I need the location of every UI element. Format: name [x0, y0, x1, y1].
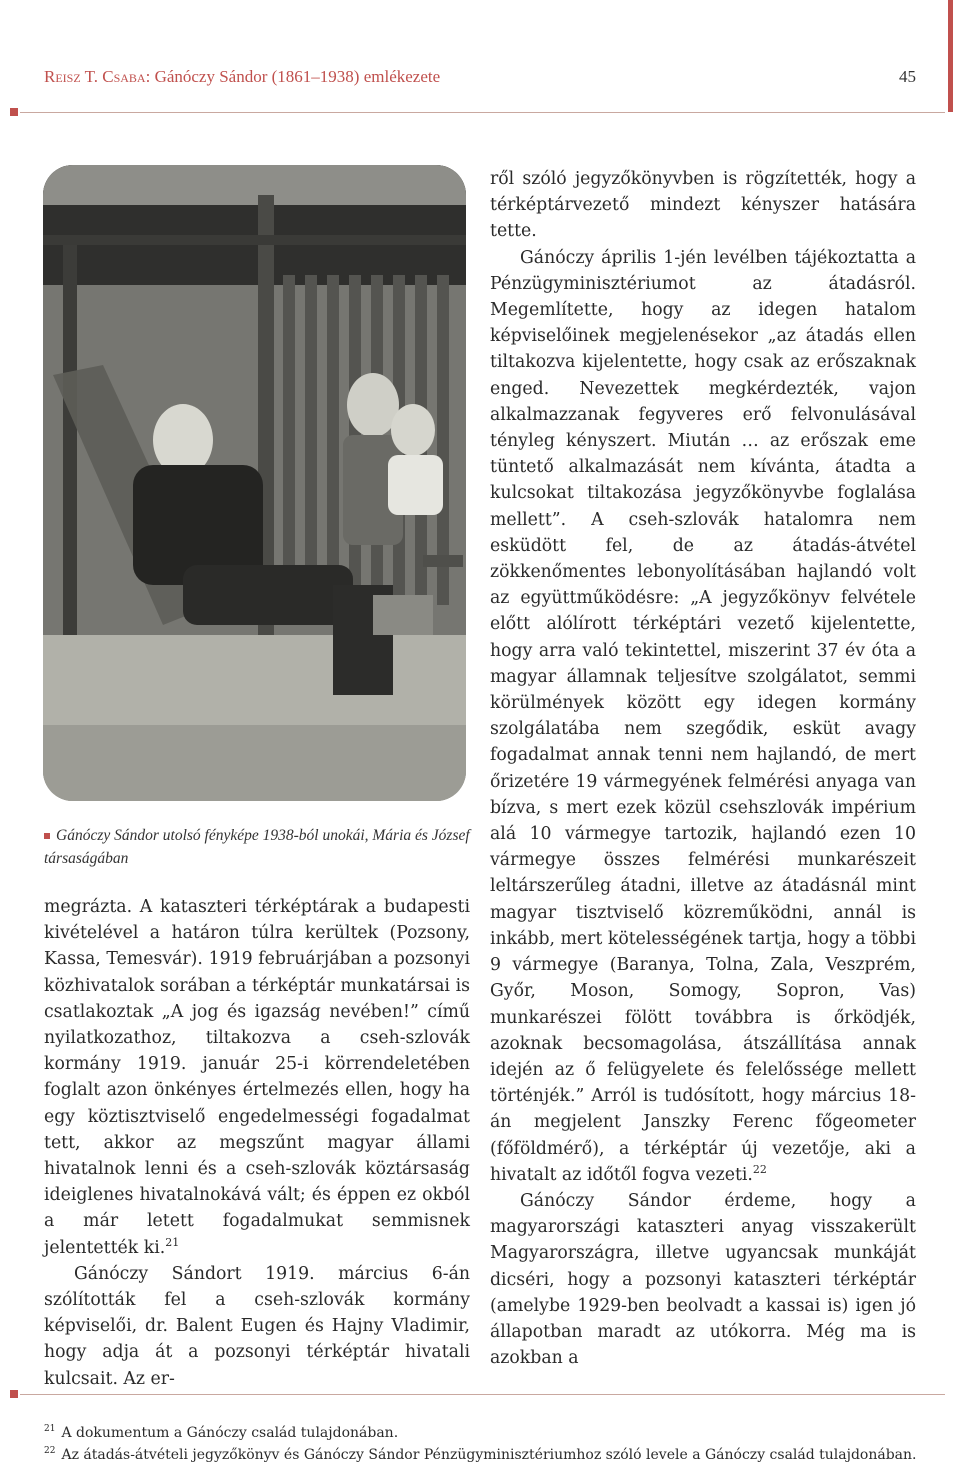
left-column — [44, 894, 470, 1392]
corner-bar-top — [948, 0, 953, 112]
footnote-22 — [44, 1444, 924, 1466]
right-paragraph-2 — [490, 245, 916, 1188]
footnote-number: 21 — [44, 1424, 56, 1435]
header-rule — [20, 112, 945, 113]
right-paragraph-1: ről szóló jegyzőkönyvben is rögzítették, hogy a térképtárvezető mindezt kényszer hatására tette. — [490, 169, 916, 242]
left-paragraph-2: Gánóczy Sándort 1919. március 6-án szólították fel a cseh-szlovák kormány képviselői, dr. Balent Eugen és Hajny Vladimir, hogy adja át a pozsonyi térképtár hivatali kulcsait. Az er- — [44, 1263, 470, 1389]
left-paragraph-1 — [44, 894, 470, 1261]
left-paragraph-1-text: megrázta. A kataszteri térképtárak a budapesti kivételével a határon túlra kerültek (Pozsony, Kassa, Temesvár). 1919 februárjában a pozsonyi közhivatalok sorában a térképtár munkatársai is csatlakoztak „A jog és igazság nevében!” című nyilatkozathoz, tiltakozva a cseh-szlovák kormány 1919. január 25-i körrendeletében foglalt azon önkényes értelmezés ellen, hogy ha egy köztisztviselő engedelmességi fogadalmat tett, akkor az megszűnt magyar állami hivatalnok lenni és a cseh-szlovák köztársaság ideiglenes hivatalnokává vált; és éppen ez okból a már letett fogadalmukat semmisnek jelentették ki. — [44, 897, 470, 1258]
header-rule-marker — [10, 108, 18, 116]
footnote-text: A dokumentum a Gánóczy család tulajdonában. — [61, 1425, 399, 1441]
header-title: : Gánóczy Sándor (1861–1938) emlékezete — [145, 67, 441, 86]
footnotes — [44, 1422, 924, 1466]
historical-photograph — [43, 165, 466, 801]
footnote-text: Az átadás-átvételi jegyzőkönyv és Gánóczy Sándor Pénzügyminisztériumhoz szóló levele a Gánóczy család tulajdonában. — [61, 1447, 917, 1463]
right-paragraph-2-text: Gánóczy április 1-jén levélben tájékoztatta a Pénzügyminisztériumot az átadásról. Megemlítette, hogy az idegen hatalom képviselőinek megjelenésekor „az átadás ellen tiltakozva kijelentette, hogy csak az erőszaknak enged. Nevezettek megkérdezték, vajon alkalmazzanak fegyveres erő felvonulásával tényleg kényszert. Miután … az erőszak eme tüntető alkalmazását nem kívánta, átadta a kulcsokat tiltakozása jegyzőkönyvbe foglalása mellett”. A cseh-szlovák hatalomra nem esküdött fel, de az átadás-átvétel zökkenőmentes lebonyolításában hajlandó volt az együttműködésre: „A jegyzőkönyv felvétele előtt alólírott térképtári vezető kijelentette, hogy arra való tekintettel, miszerint 37 év óta a magyar államnak teljesítve szolgálatot, semmi körülmények között egy idegen kormány szolgálatába nem szegődik, esküt avagy fogadalmat annak tenni nem hajlandó, de mert őrizetére 19 vármegyének felmérési anyaga van bízva, s mert ezek közül csehszlovák impérium alá 10 vármegye tartozik, hajlandó ezen 10 vármegye összes felmérési munkarészeit leltárszerűleg átadni, illetve az átadásnál mint magyar tisztviselő közreműködni, annál is inkább, mert kötelességének tartja, hogy a többi 9 vármegye (Baranya, Tolna, Zala, Veszprém, Győr, Moson, Somogy, Sopron, Vas) munkarészei fölött továbbra is őrködjék, azoknak becsomagolása, átszállítása annak idején az ő felügyelete és felelőssége mellett történjék.” Arról is tudósított, hogy március 18-án megjelent Janszky Ferenc főgeometer (főföldmérő), a térképtár új vezetője, aki a hivatalt az időtől fogva vezeti. — [490, 247, 916, 1185]
page-number: 45 — [899, 67, 916, 86]
photo-illustration — [43, 165, 466, 801]
caption-text: Gánóczy Sándor utolsó fényképe 1938-ból unokái, Mária és József társaságában — [44, 827, 470, 867]
running-header — [44, 67, 440, 87]
footnote-ref-21[interactable]: 21 — [165, 1235, 180, 1249]
right-paragraph-3: Gánóczy Sándor érdeme, hogy a magyarországi kataszteri anyag visszakerült Magyarországra, illetve ugyancsak munkáját dicséri, hogy a pozsonyi kataszteri térképtár (amelybe 1929-ben beolvadt a kassai is) igen jó állapotban maradt az utókorra. Még ma is azokban a — [490, 1190, 916, 1369]
footnote-rule — [20, 1394, 945, 1395]
header-author: Reisz T. Csaba — [44, 67, 146, 86]
right-column — [490, 166, 916, 1371]
caption-marker — [44, 833, 50, 839]
footnote-ref-22[interactable]: 22 — [752, 1162, 767, 1176]
footnote-rule-marker — [10, 1390, 18, 1398]
footnote-21 — [44, 1422, 924, 1444]
photo-caption — [44, 824, 474, 870]
footnote-number: 22 — [44, 1446, 56, 1457]
